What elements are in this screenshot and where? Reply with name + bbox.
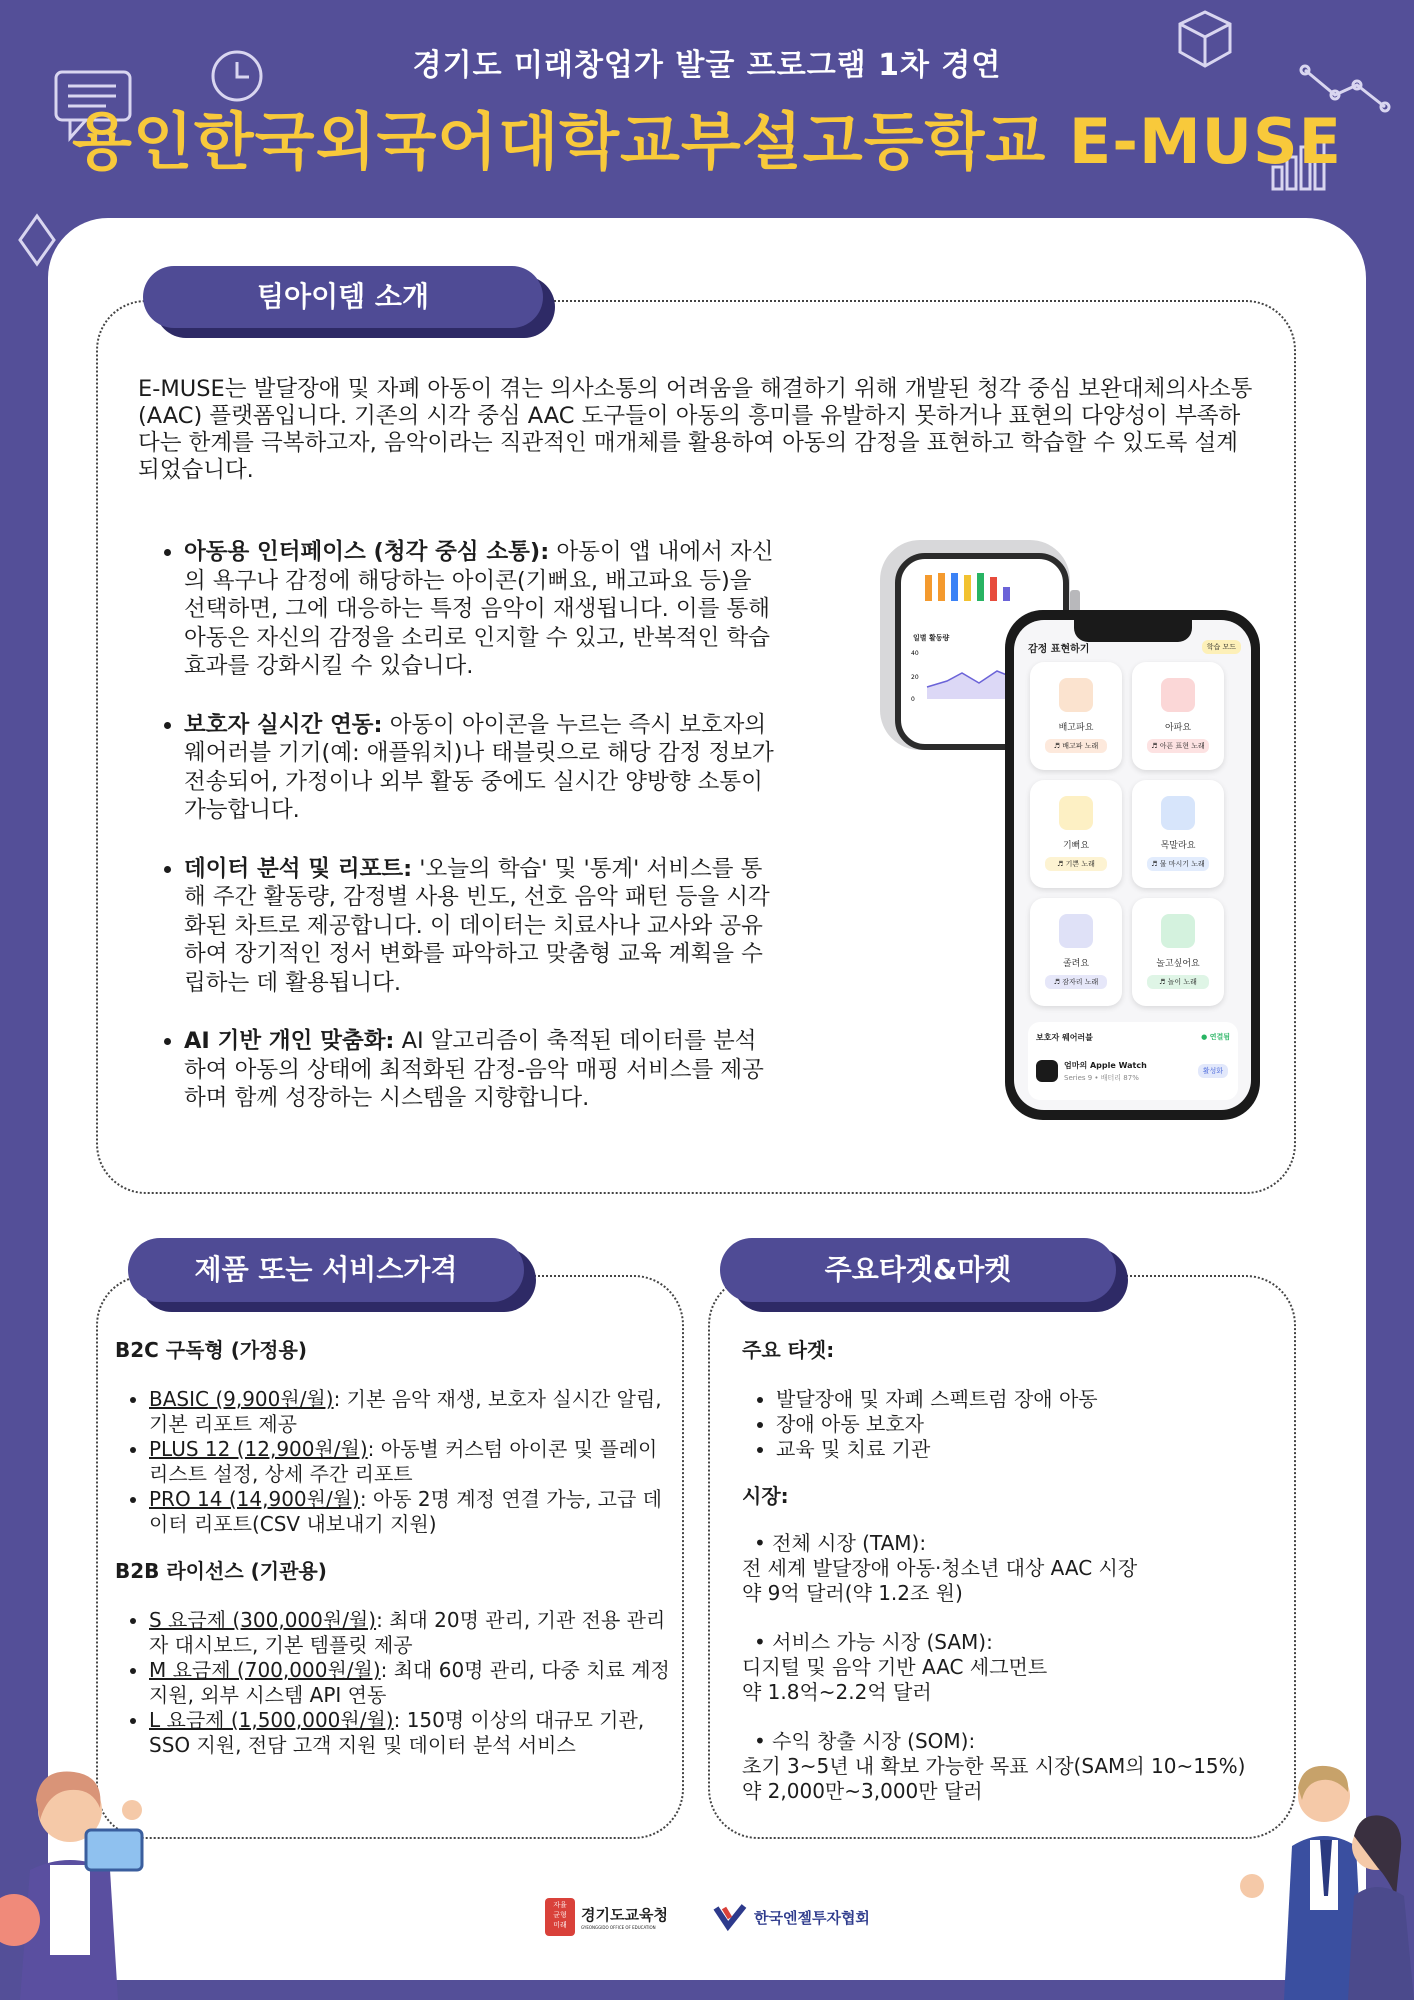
gyeonggi-emblem: 자율 균형 미래 <box>545 1898 575 1936</box>
emotion-label: 목말라요 <box>1160 841 1196 851</box>
plan-desc: : 기본 음악 재생, 보호자 실시간 알림, 기본 리포트 제공 <box>149 1387 662 1436</box>
emotion-song-tag: ♬ 물 마시기 노래 <box>1147 857 1209 871</box>
feature-item <box>184 855 778 998</box>
feature-text: 아동이 아이콘을 누르는 즉시 보호자의 웨어러블 기기(예: 애플워치)나 태블릿으로 해당 감정 정보가 전송되어, 가정이나 외부 활동 중에도 실시간 양방향 소통이 가능합니다. <box>184 711 774 823</box>
emotion-label: 놀고싶어요 <box>1156 959 1200 969</box>
footer-logo-gyeonggi <box>545 1898 668 1936</box>
feature-item <box>184 711 778 825</box>
footer-logo-angel <box>712 1902 870 1932</box>
emotion-label: 아파요 <box>1164 723 1192 733</box>
feature-text: 아동이 앱 내에서 자신의 욕구나 감정에 해당하는 아이콘(기뻐요, 배고파요 등)을 선택하면, 그에 대응하는 특정 음악이 재생됩니다. 이를 통해 아동은 자신의 감정을 소리로 인지할 수 있고, 반복적인 학습 효과를 강화시킬 수 있습니다. <box>184 539 774 679</box>
target-item: • 발달장애 및 자폐 스펙트럼 장애 아동 <box>776 1387 1282 1412</box>
market-value: 약 1.8억~2.2억 달러 <box>742 1680 932 1704</box>
device-name: 엄마의 Apple Watch <box>1064 1061 1147 1070</box>
plan-item <box>149 1658 675 1708</box>
market-desc: 초기 3~5년 내 확보 가능한 목표 시장(SAM의 10~15%) <box>742 1754 1246 1778</box>
phone-screen <box>1014 620 1251 1110</box>
feature-text: '오늘의 학습' 및 '통계' 서비스를 통해 주간 활동량, 감정별 사용 빈도, 선호 음악 패턴 등을 시각화된 차트로 제공합니다. 이 데이터는 치료사나 교사와 공유하여 장기적인 정서 변화를 파악하고 맞춤형 교육 계획을 수립하는 데 활용됩니다. <box>184 855 770 996</box>
apple-icon <box>1036 1060 1058 1082</box>
feature-title: AI 기반 개인 맞춤화: <box>184 1028 395 1054</box>
plan-item <box>149 1608 675 1658</box>
market-value: 약 9억 달러(약 1.2조 원) <box>742 1581 963 1605</box>
market-label: • 수익 창출 시장 (SOM): <box>754 1729 976 1753</box>
market-item <box>742 1630 1282 1705</box>
plan-desc: : 최대 20명 관리, 기관 전용 관리자 대시보드, 기본 템플릿 제공 <box>149 1608 666 1657</box>
plan-name: PRO 14 (14,900원/월) <box>149 1487 360 1511</box>
intro-paragraph: E-MUSE는 발달장애 및 자폐 아동이 겪는 의사소통의 어려움을 해결하기 위해 개발된 청각 중심 보완대체의사소통(AAC) 플랫폼입니다. 기존의 시각 중심 AAC 도구들이 아동의 흥미를 유발하지 못하거나 표현의 다양성이 부족하다는 한계를 극복하고자, 음악이라는 직관적인 매개체를 활용하여 아동의 감정을 표현하고 학습할 수 있도록 설계되었습니다. <box>138 376 1253 483</box>
emotion-song-tag: ♬ 아픈 표현 노래 <box>1147 739 1209 753</box>
plan-desc: : 아동 2명 계정 연결 가능, 고급 데이터 리포트(CSV 내보내기 지원) <box>149 1487 662 1536</box>
feature-title: 보호자 실시간 연동: <box>184 711 383 738</box>
emotion-tile[interactable] <box>1132 780 1224 888</box>
market-label-text: 수익 창출 시장 (SOM): <box>772 1729 976 1753</box>
watch-tick: 0 <box>911 696 915 703</box>
feature-item <box>184 538 778 681</box>
plan-name: L 요금제 (1,500,000원/월) <box>149 1708 394 1732</box>
emotion-label: 졸려요 <box>1062 959 1090 969</box>
market-label-text: 서비스 가능 시장 (SAM): <box>772 1630 993 1654</box>
market-label-text: 전체 시장 (TAM): <box>772 1531 927 1555</box>
plan-item <box>149 1487 675 1537</box>
emotion-song-tag: ♬ 기쁜 노래 <box>1045 857 1107 871</box>
page-title: 용인한국외국어대학교부설고등학교 E-MUSE <box>72 105 1342 178</box>
b2c-title: B2C 구독형 (가정용) <box>115 1338 307 1362</box>
plan-desc: : 150명 이상의 대규모 기관, SSO 지원, 전담 고객 지원 및 데이터 분석 서비스 <box>149 1708 645 1757</box>
emotion-tile[interactable] <box>1030 898 1122 1006</box>
feature-title: 데이터 분석 및 리포트: <box>184 855 413 882</box>
wearable-title: 보호자 웨어러블 <box>1036 1033 1093 1042</box>
price-content <box>115 1338 675 1780</box>
target-item: • 교육 및 치료 기관 <box>776 1437 1282 1462</box>
plan-name: M 요금제 (700,000원/월) <box>149 1658 381 1682</box>
plan-item <box>149 1437 675 1487</box>
plan-name: S 요금제 (300,000원/월) <box>149 1608 377 1632</box>
device-badge: 활성화 <box>1198 1064 1228 1078</box>
emotion-icon <box>1059 796 1093 830</box>
student-illustration-left <box>0 1760 170 2000</box>
feature-title: 아동용 인터페이스 (청각 중심 소통): <box>184 539 550 565</box>
gyeonggi-sub: GYEONGGIDO OFFICE OF EDUCATION <box>581 1925 656 1930</box>
emotion-icon <box>1059 914 1093 948</box>
market-desc: 디지털 및 음악 기반 AAC 세그먼트 <box>742 1655 1048 1679</box>
emotion-tile[interactable] <box>1132 898 1224 1006</box>
feature-text: AI 알고리즘이 축적된 데이터를 분석하여 아동의 상태에 최적화된 감정-음악 매핑 서비스를 제공하며 함께 성장하는 시스템을 지향합니다. <box>184 1028 764 1111</box>
plan-item <box>149 1387 675 1437</box>
mode-badge: 학습 모드 <box>1202 640 1241 654</box>
market-content <box>742 1338 1282 1804</box>
intro-heading: 팀아이템 소개 <box>143 266 543 328</box>
emotion-icon <box>1161 914 1195 948</box>
angel-name: 한국엔젤투자협회 <box>754 1908 870 1927</box>
emotion-label: 기뻐요 <box>1062 841 1090 851</box>
market-value: 약 2,000만~3,000만 달러 <box>742 1779 983 1803</box>
emotion-label: 배고파요 <box>1058 723 1094 733</box>
emotion-song-tag: ♬ 잠자리 노래 <box>1045 975 1107 989</box>
market-title: 시장: <box>742 1484 789 1508</box>
angel-logo-mark <box>712 1902 748 1932</box>
plan-name: PLUS 12 (12,900원/월) <box>149 1437 368 1461</box>
plan-item <box>149 1708 675 1758</box>
feature-item <box>184 1027 778 1113</box>
emotion-tile[interactable] <box>1030 780 1122 888</box>
market-desc: 전 세계 발달장애 아동·청소년 대상 AAC 시장 <box>742 1556 1138 1580</box>
market-item <box>742 1729 1282 1804</box>
emotion-song-tag: ♬ 놀이 노래 <box>1147 975 1209 989</box>
b2b-title: B2B 라이선스 (기관용) <box>115 1559 327 1583</box>
price-heading: 제품 또는 서비스가격 <box>128 1238 524 1302</box>
plan-desc: : 최대 60명 관리, 다중 치료 계정 지원, 외부 시스템 API 연동 <box>149 1658 670 1707</box>
program-subtitle: 경기도 미래창업가 발굴 프로그램 1차 경연 <box>412 48 1002 83</box>
emotion-tile[interactable] <box>1030 662 1122 770</box>
plan-desc: : 아동별 커스텀 아이콘 및 플레이리스트 설정, 상세 주간 리포트 <box>149 1437 658 1486</box>
watch-tick: 20 <box>911 674 919 681</box>
wearable-status: ● 연결됨 <box>1201 1033 1230 1041</box>
market-label: • 전체 시장 (TAM): <box>754 1531 927 1555</box>
market-label: • 서비스 가능 시장 (SAM): <box>754 1630 993 1654</box>
plan-name: BASIC (9,900원/월) <box>149 1387 334 1411</box>
watch-tick: 40 <box>911 650 919 657</box>
student-illustration-right <box>1236 1756 1414 2000</box>
emotion-icon <box>1161 678 1195 712</box>
gyeonggi-name: 경기도교육청 <box>581 1906 668 1924</box>
emotion-icon <box>1059 678 1093 712</box>
market-heading: 주요타겟&마켓 <box>720 1238 1116 1302</box>
emotion-tile[interactable] <box>1132 662 1224 770</box>
target-title: 주요 타겟: <box>742 1338 835 1362</box>
feature-list <box>158 538 778 1143</box>
target-item: • 장애 아동 보호자 <box>776 1412 1282 1437</box>
wearable-card <box>1028 1022 1238 1100</box>
watch-chart-label: 일별 활동량 <box>913 634 950 642</box>
market-item <box>742 1531 1282 1606</box>
device-sub: Series 9 • 배터리 87% <box>1064 1074 1139 1082</box>
emotion-song-tag: ♬ 배고파 노래 <box>1045 739 1107 753</box>
screen-title: 감정 표현하기 <box>1028 644 1090 655</box>
emotion-icon <box>1161 796 1195 830</box>
